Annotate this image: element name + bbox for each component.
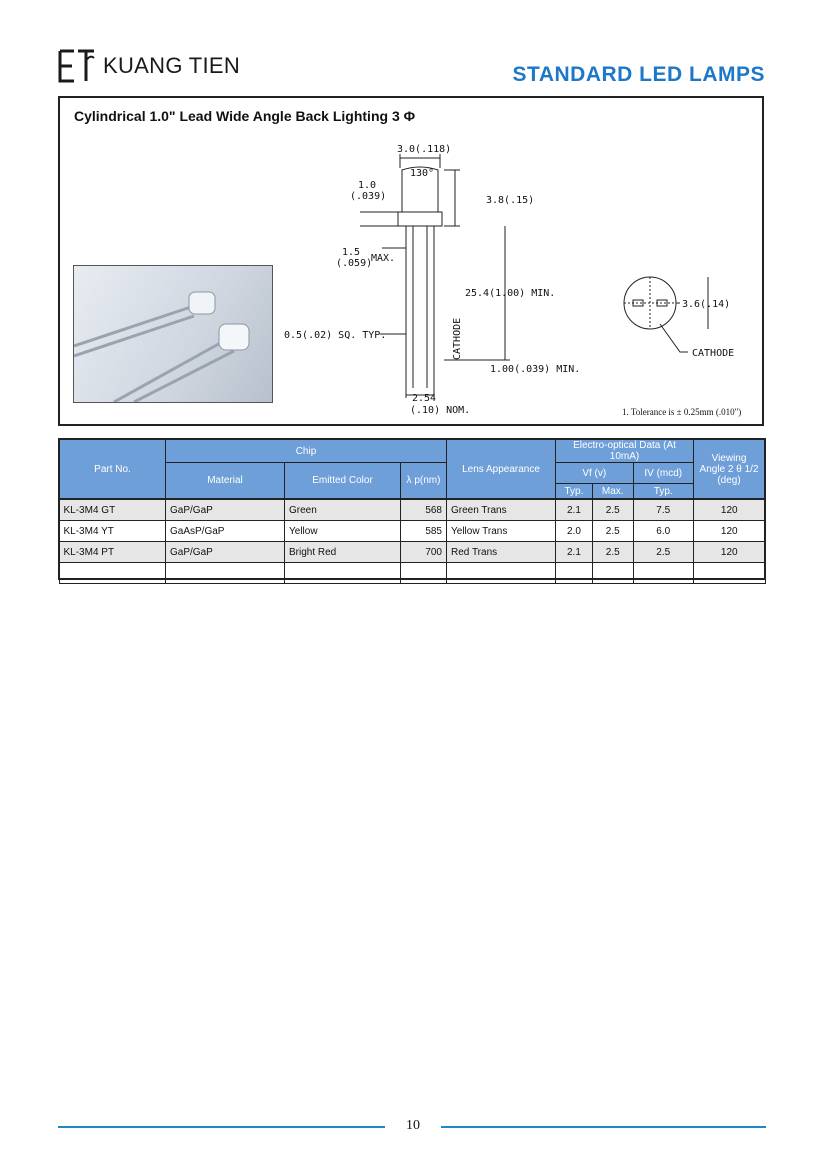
cell-material: GaAsP/GaP bbox=[166, 521, 285, 542]
table-header bbox=[59, 439, 765, 499]
cathode-label: CATHODE bbox=[692, 348, 735, 359]
tolerance-note: 1. Tolerance is ± 0.25mm (.010") bbox=[622, 407, 742, 417]
brand-name: KUANG TIEN bbox=[103, 53, 241, 78]
table-row-empty bbox=[59, 563, 765, 584]
header-material: Material bbox=[166, 463, 285, 500]
cell-vf-max: 2.5 bbox=[592, 542, 633, 563]
cell-vf-max: 2.5 bbox=[592, 521, 633, 542]
cell-vf-typ: 2.1 bbox=[556, 542, 593, 563]
dim-angle: 130° bbox=[410, 168, 435, 179]
dim-lens-b: (.039) bbox=[350, 191, 387, 202]
header-max: Max. bbox=[592, 484, 633, 500]
cell-vf-typ: 2.0 bbox=[556, 521, 593, 542]
dim-flange-b: (.059) bbox=[336, 258, 373, 269]
cell-part: KL-3M4 PT bbox=[59, 542, 166, 563]
header-vf: Vf (v) bbox=[556, 463, 634, 484]
header-emitted-color: Emitted Color bbox=[285, 463, 401, 500]
spec-table bbox=[58, 438, 766, 584]
brand-logo bbox=[57, 48, 240, 84]
page-number: 10 bbox=[406, 1118, 420, 1133]
header-typ-1: Typ. bbox=[556, 484, 593, 500]
footer-rule-left bbox=[58, 1126, 385, 1128]
header-wavelength: λ p(nm) bbox=[401, 463, 447, 500]
product-title: Cylindrical 1.0" Lead Wide Angle Back Lighting 3 Φ bbox=[74, 108, 416, 124]
drawing-frame bbox=[58, 96, 764, 426]
cell-material: GaP/GaP bbox=[166, 499, 285, 521]
cell-part: KL-3M4 YT bbox=[59, 521, 166, 542]
dim-lead-gap: 1.00(.039) MIN. bbox=[490, 364, 581, 375]
header-lens: Lens Appearance bbox=[447, 439, 556, 499]
header-viewing: Viewing Angle 2 θ 1/2 (deg) bbox=[694, 439, 766, 499]
cell-color: Bright Red bbox=[285, 542, 401, 563]
header-typ-2: Typ. bbox=[633, 484, 693, 500]
dimension-drawing bbox=[60, 98, 762, 424]
dim-lead-length: 25.4(1.00) MIN. bbox=[465, 288, 556, 299]
cell-material: GaP/GaP bbox=[166, 542, 285, 563]
cell-angle: 120 bbox=[694, 542, 766, 563]
cell-angle: 120 bbox=[694, 521, 766, 542]
dim-flange-max: MAX. bbox=[371, 253, 396, 264]
cell-lens: Green Trans bbox=[447, 499, 556, 521]
cell-vf-max: 2.5 bbox=[592, 499, 633, 521]
kuang-tien-logo-icon bbox=[57, 48, 97, 84]
dim-flange-a: 1.5 bbox=[342, 247, 361, 258]
cell-iv-typ: 2.5 bbox=[633, 542, 693, 563]
cell-lens: Red Trans bbox=[447, 542, 556, 563]
cell-color: Green bbox=[285, 499, 401, 521]
page-title: STANDARD LED LAMPS bbox=[512, 63, 765, 86]
header-iv: IV (mcd) bbox=[633, 463, 693, 484]
table-row bbox=[59, 499, 765, 521]
header-chip: Chip bbox=[166, 439, 447, 463]
cathode-vertical-label: CATHODE bbox=[452, 317, 463, 360]
cell-part: KL-3M4 GT bbox=[59, 499, 166, 521]
dim-lens-a: 1.0 bbox=[358, 180, 377, 191]
cell-color: Yellow bbox=[285, 521, 401, 542]
header-electro: Electro-optical Data (At 10mA) bbox=[556, 439, 694, 463]
cell-lens: Yellow Trans bbox=[447, 521, 556, 542]
cell-wavelength: 700 bbox=[401, 542, 447, 563]
cell-iv-typ: 6.0 bbox=[633, 521, 693, 542]
dim-diameter: 3.6(.14) bbox=[682, 299, 731, 310]
dim-pitch-a: 2.54 bbox=[412, 393, 437, 404]
footer-rule-right bbox=[441, 1126, 766, 1128]
dim-lens-height: 3.8(.15) bbox=[486, 195, 535, 206]
cell-wavelength: 585 bbox=[401, 521, 447, 542]
dim-top-width: 3.0(.118) bbox=[397, 144, 452, 155]
table-row bbox=[59, 521, 765, 542]
cell-iv-typ: 7.5 bbox=[633, 499, 693, 521]
cell-wavelength: 568 bbox=[401, 499, 447, 521]
dim-pitch-b: (.10) NOM. bbox=[410, 405, 471, 416]
dim-lead-square: 0.5(.02) SQ. TYP. bbox=[284, 330, 387, 341]
header-part-no: Part No. bbox=[59, 439, 166, 499]
page-footer bbox=[0, 1117, 825, 1137]
table-row bbox=[59, 542, 765, 563]
cell-vf-typ: 2.1 bbox=[556, 499, 593, 521]
cell-angle: 120 bbox=[694, 499, 766, 521]
